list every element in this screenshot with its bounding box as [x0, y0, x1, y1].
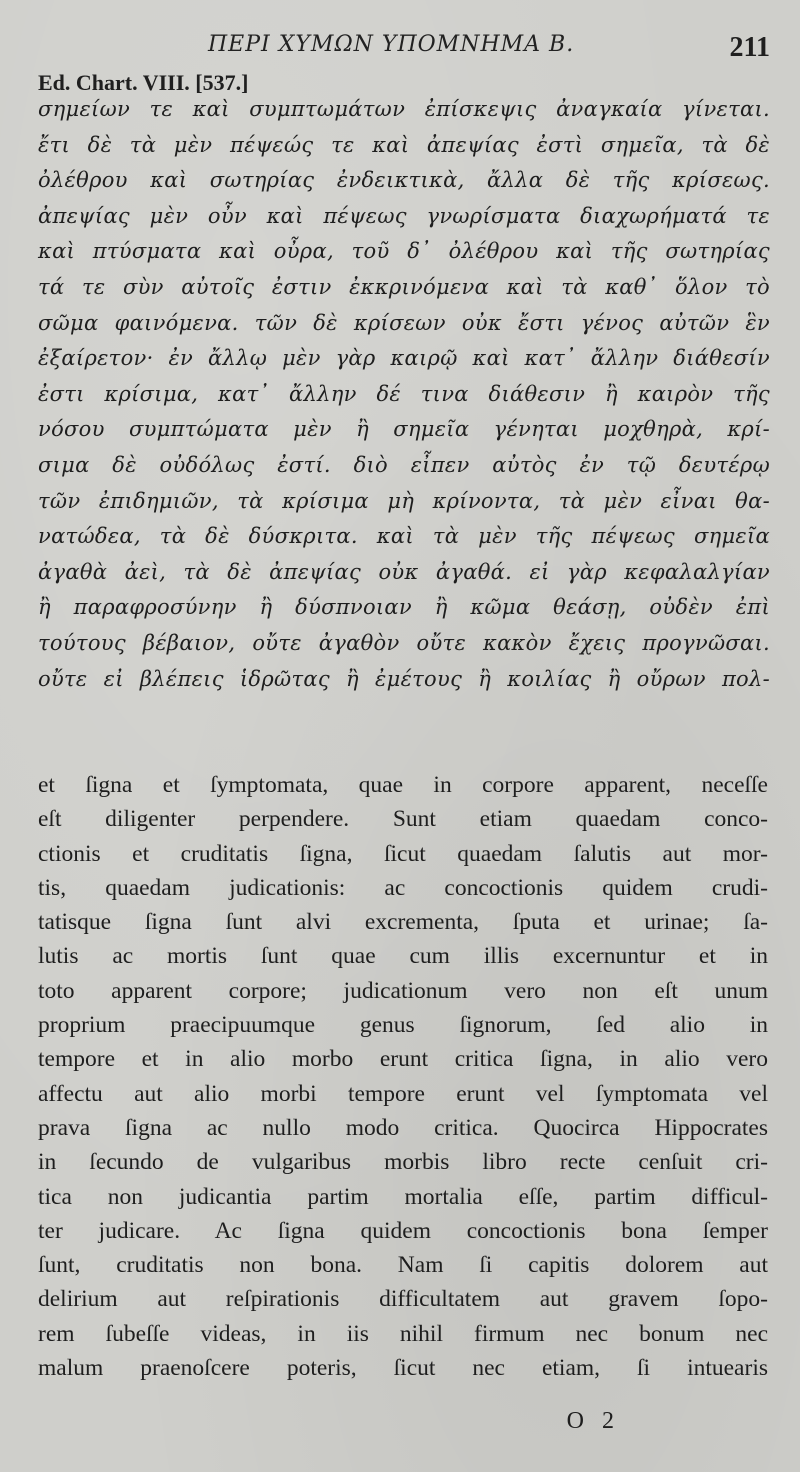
greek-text-line: ἐστι κρίσιμα, κατ᾽ ἄλλην δέ τινα διάθεσιν ἢ καιρὸν τῆς	[38, 381, 770, 406]
running-head	[0, 28, 800, 68]
running-title: ΠΕΡΙ ΧΥΜΩΝ ΥΠΟΜΝΗΜΑ Β.	[208, 32, 575, 57]
latin-text-line: toto apparent corpore; judicationum vero non eſt unum	[38, 977, 768, 1004]
greek-text-line: σιμα δὲ οὐδόλως ἐστί. διὸ εἶπεν αὐτὸς ἐν τῷ δευτέρῳ	[38, 452, 770, 477]
latin-text-line: proprium praecipuumque genus ſignorum, ſed alio in	[38, 1012, 768, 1039]
latin-text-line: ctionis et cruditatis ſigna, ſicut quaedam ſalutis aut mor-	[38, 840, 768, 867]
latin-text-line: in ſecundo de vulgaribus morbis libro recte cenſuit cri-	[38, 1149, 768, 1176]
latin-text-line: ſunt, cruditatis non bona. Nam ſi capitis dolorem aut	[38, 1252, 768, 1279]
greek-text-line: οὔτε εἰ βλέπεις ἱδρῶτας ἢ ἐμέτους ἢ κοιλίας ἢ οὔρων πολ-	[38, 666, 770, 691]
edition-reference: Ed. Chart. VIII. [537.]	[38, 70, 249, 95]
latin-text-line: rem ſubeſſe videas, in iis nihil firmum nec bonum nec	[38, 1320, 768, 1347]
greek-text-line: σημείων τε καὶ συμπτωμάτων ἐπίσκεψις ἀναγκαία γίνεται.	[38, 97, 770, 121]
greek-text-line: σῶμα φαινόμενα. τῶν δὲ κρίσεων οὐκ ἔστι γένος αὐτῶν ἓν	[38, 310, 770, 335]
latin-text-block	[38, 768, 768, 1385]
latin-text-line: tatisque ſigna ſunt alvi excrementa, ſputa et urinae; ſa-	[38, 909, 768, 936]
greek-text-block	[38, 92, 770, 697]
latin-text-line: prava ſigna ac nullo modo critica. Quocirca Hippocrates	[38, 1114, 768, 1141]
latin-text-line: et ſigna et ſymptomata, quae in corpore apparent, neceſſe	[38, 772, 768, 798]
greek-text-line: ἀπεψίας μὲν οὖν καὶ πέψεως γνωρίσματα διαχωρήματά τε	[38, 203, 770, 228]
signature-mark: O 2	[566, 1408, 620, 1434]
latin-text-line: tica non judicantia partim mortalia eſſe, partim difficul-	[38, 1183, 768, 1210]
latin-text-line: eſt diligenter perpendere. Sunt etiam quaedam conco-	[38, 806, 768, 833]
latin-text-line: ter judicare. Ac ſigna quidem concoctionis bona ſemper	[38, 1217, 768, 1244]
page-number: 211	[729, 32, 770, 63]
greek-text-line: ἐξαίρετον· ἐν ἄλλῳ μὲν γὰρ καιρῷ καὶ κατ᾽ ἄλλην διάθεσίν	[38, 346, 770, 371]
greek-text-line: καὶ πτύσματα καὶ οὖρα, τοῦ δ᾽ ὀλέθρου καὶ τῆς σωτηρίας	[38, 239, 770, 264]
latin-text-line: tis, quaedam judicationis: ac concoctionis quidem crudi-	[38, 874, 768, 901]
latin-text-line: affectu aut alio morbi tempore erunt vel ſymptomata vel	[38, 1080, 768, 1107]
greek-text-line: τά τε σὺν αὐτοῖς ἐστιν ἐκκρινόμενα καὶ τὰ καθ᾽ ὅλον τὸ	[38, 274, 770, 299]
latin-text-line: tempore et in alio morbo erunt critica ſigna, in alio vero	[38, 1046, 768, 1073]
latin-text-line: malum praenoſcere poteris, ſicut nec etiam, ſi intuearis	[38, 1355, 768, 1382]
latin-text-line: delirium aut reſpirationis difficultatem aut gravem ſopo-	[38, 1286, 768, 1313]
latin-text-line: lutis ac mortis ſunt quae cum illis excernuntur et in	[38, 943, 768, 970]
greek-text-line: τούτους βέβαιον, οὔτε ἀγαθὸν οὔτε κακὸν ἔχεις προγνῶσαι.	[38, 630, 770, 655]
greek-text-line: ἢ παραφροσύνην ἢ δύσπνοιαν ἢ κῶμα θεάσῃ, οὐδὲν ἐπὶ	[38, 595, 770, 620]
greek-text-line: νόσου συμπτώματα μὲν ἢ σημεῖα γένηται μοχθηρὰ, κρί-	[38, 417, 770, 442]
greek-text-line: τῶν ἐπιδημιῶν, τὰ κρίσιμα μὴ κρίνοντα, τὰ μὲν εἶναι θα-	[38, 488, 770, 513]
greek-text-line: ἔτι δὲ τὰ μὲν πέψεώς τε καὶ ἀπεψίας ἐστὶ σημεῖα, τὰ δὲ	[38, 132, 770, 157]
greek-text-line: ὀλέθρου καὶ σωτηρίας ἐνδεικτικὰ, ἄλλα δὲ τῆς κρίσεως.	[38, 168, 770, 193]
greek-text-line: νατώδεα, τὰ δὲ δύσκριτα. καὶ τὰ μὲν τῆς πέψεως σημεῖα	[38, 524, 770, 549]
greek-text-line: ἀγαθὰ ἀεὶ, τὰ δὲ ἀπεψίας οὐκ ἀγαθά. εἰ γὰρ κεφαλαλγίαν	[38, 559, 770, 584]
